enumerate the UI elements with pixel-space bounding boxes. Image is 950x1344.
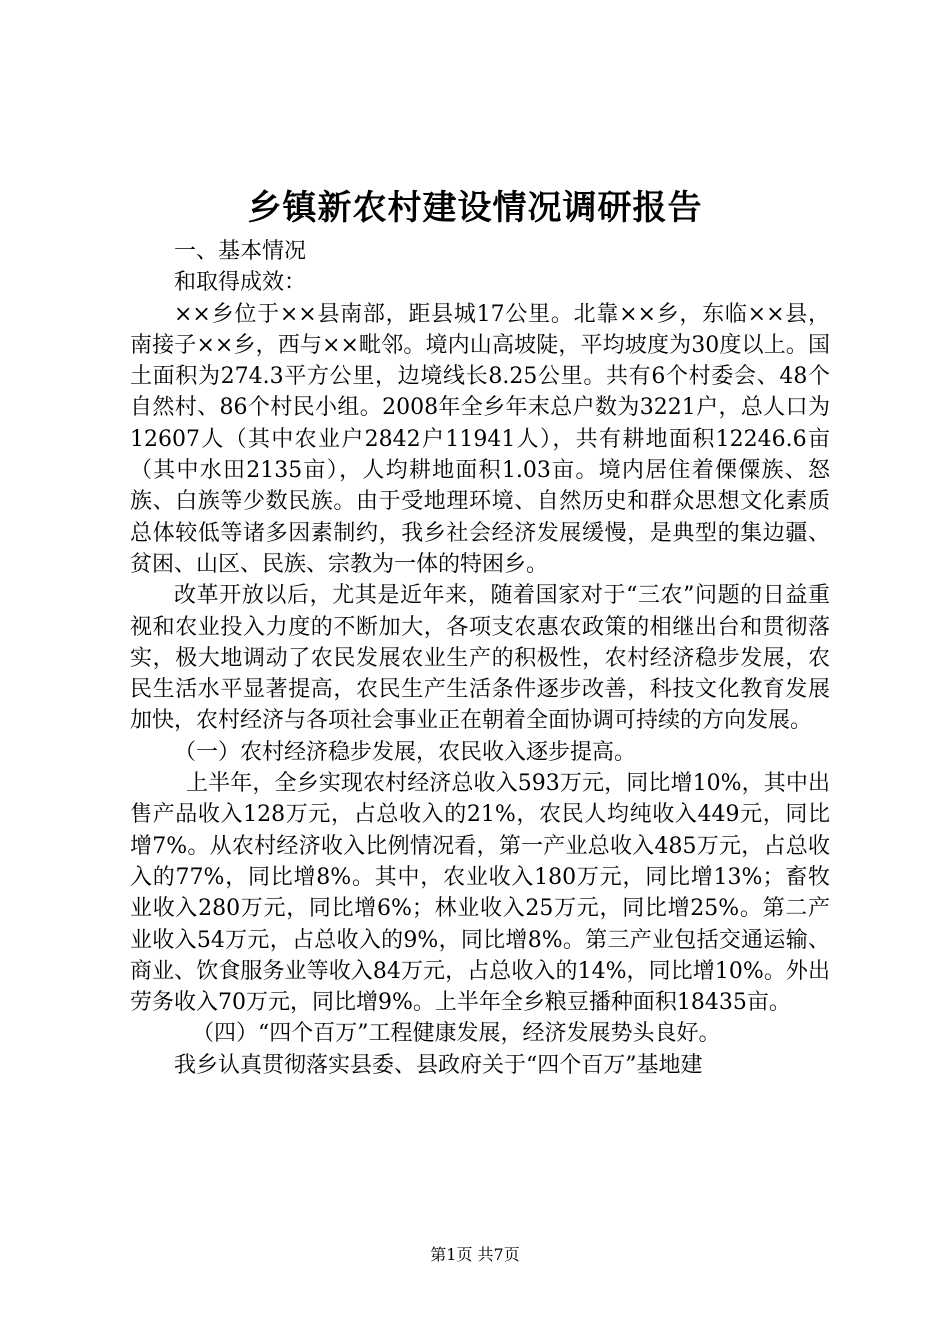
paragraph-income: 上半年，全乡实现农村经济总收入593万元，同比增10%，其中出售产品收入128万元，占总收入的21%，农民人均纯收入449元，同比增7%。从农村经济收入比例情况看，第一产业总收入485万元，占总收入的77%，同比增8%。其中，农业收入180万元，同比增13%；畜牧业收入280万元，同比增6%；林业收入25万元，同比增25%。第二产业收入54万元，占总收入的9%，同比增8%。第三产业包括交通运输、商业、饮食服务业等收入84万元，占总收入的14%，同比增10%。外出劳务收入70万元，同比增9%。上半年全乡粮豆播种面积18435亩。 <box>130 771 830 1016</box>
paragraph-reform: 改革开放以后，尤其是近年来，随着国家对于“三农”问题的日益重视和农业投入力度的不断加大，各项支农惠农政策的相继出台和贯彻落实，极大地调动了农民发展农业生产的积极性，农村经济稳步发展，农民生活水平显著提高，农民生产生活条件逐步改善，科技文化教育发展加快，农村经济与各项社会事业正在朝着全面协调可持续的方向发展。 <box>130 583 830 734</box>
section-heading-basic: 一、基本情况 <box>174 239 307 264</box>
subheading-economy: （一）农村经济稳步发展，农民收入逐步提高。 <box>174 739 637 765</box>
document-title: 乡镇新农村建设情况调研报告 <box>247 188 703 228</box>
paragraph-base-construction: 我乡认真贯彻落实县委、县政府关于“四个百万”基地建 <box>174 1052 703 1078</box>
section-heading-achievements: 和取得成效： <box>174 270 307 296</box>
paragraph-overview: ××乡位于××县南部，距县城17公里。北靠××乡，东临××县，南接子××乡，西与××毗邻。境内山高坡陡，平均坡度为30度以上。国土面积为274.3平方公里，边境线长8.25公里。共有6个村委会、48个自然村、86个村民小组。2008年全乡年末总户数为3221户，总人口为12607人（其中农业户2842户11941人），共有耕地面积12246.6亩（其中水田2135亩），人均耕地面积1.03亩。境内居住着傈僳族、怒族、白族等少数民族。由于受地理环境、自然历史和群众思想文化素质总体较低等诸多因素制约，我乡社会经济发展缓慢，是典型的集边疆、贫困、山区、民族、宗教为一体的特困乡。 <box>130 301 830 577</box>
subheading-four-million: （四）“四个百万”工程健康发展，经济发展势头良好。 <box>192 1021 721 1047</box>
document-body <box>130 236 830 1081</box>
page-number: 第1页 共7页 <box>430 1245 520 1264</box>
